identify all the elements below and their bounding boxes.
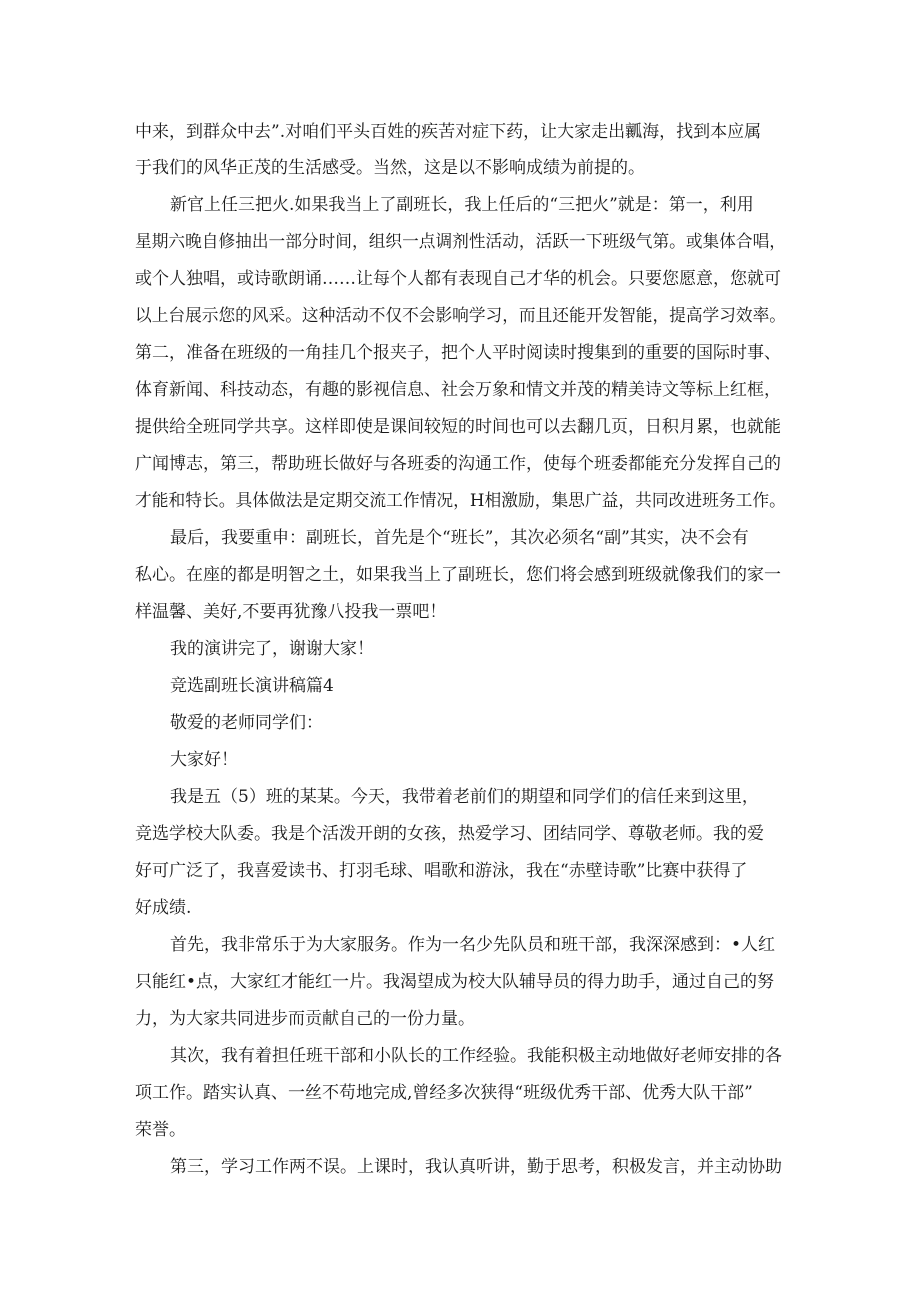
text-line: 大家好！ xyxy=(170,750,238,770)
text-line: 中来，到群众中去”.对咱们平头百姓的疾苦对症下药，让大家走出瓤海，找到本应属 xyxy=(135,122,762,142)
text-line: 或个人独唱，或诗歌朗诵……让每个人都有表现自己才华的机会。只要您愿意，您就可 xyxy=(135,269,781,289)
text-line: 好可广泛了，我喜爱读书、打羽毛球、唱歌和游泳，我在“赤壁诗歌”比赛中获得了 xyxy=(135,861,748,881)
section-heading: 竞选副班长演讲稿篇4 xyxy=(170,676,334,696)
text-line: 荣誉。 xyxy=(135,1120,186,1140)
text-line: 我是五（5）班的某某。今天，我带着老前们的期望和同学们的信任来到这里， xyxy=(170,787,759,807)
text-line: 私心。在座的都是明智之土，如果我当上了副班长，您们将会感到班级就像我们的家一 xyxy=(135,565,781,585)
text-line: 星期六晚自修抽出一部分时间，组织一点调剂性活动，活跃一下班级气第。或集体合唱， xyxy=(135,232,786,252)
text-line: 才能和特长。具体做法是定期交流工作情况，H相激励，集思广益，共同改进班务工作。 xyxy=(135,491,786,511)
text-line: 广闻博志，第三，帮助班长做好与各班委的沟通工作，使每个班委都能充分发挥自己的 xyxy=(135,454,781,474)
text-line: 第三，学习工作两不误。上课时，我认真听讲，勤于思考，积极发言，并主动协助 xyxy=(170,1157,782,1177)
text-line: 首先，我非常乐于为大家服务。作为一名少先队员和班干部，我深深感到：•人红 xyxy=(170,935,776,955)
text-line: 项工作。踏实认真、一丝不苟地完成,曾经多次狭得“班级优秀干部、优秀大队干部” xyxy=(135,1083,753,1103)
text-line: 敬爱的老师同学们： xyxy=(170,713,323,733)
text-line: 第二，准备在班级的一角挂几个报夹子，把个人平时阅读时搜集到的重要的国际时事、 xyxy=(135,343,781,363)
text-line: 新官上任三把火.如果我当上了副班长，我上任后的“三把火”就是：第一，利用 xyxy=(170,195,754,215)
text-line: 其次，我有着担任班干部和小队长的工作经验。我能积极主动地做好老师安排的各 xyxy=(170,1046,782,1066)
text-line: 于我们的风华正茂的生活感受。当然，这是以不影响成绩为前提的。 xyxy=(135,158,645,178)
text-line: 竞选学校大队委。我是个活泼开朗的女孩，热爱学习、团结同学、尊敬老师。我的爱 xyxy=(135,824,764,844)
text-line: 力，为大家共同进步而贡献自己的一份力量。 xyxy=(135,1009,475,1029)
text-line: 最后，我要重申：副班长，首先是个“班长”，其次必须名“副”其实，决不会有 xyxy=(170,528,749,548)
text-line: 好成绩. xyxy=(135,898,192,918)
text-line: 提供给全班同学共享。这样即使是课间较短的时间也可以去翻几页，日积月累，也就能 xyxy=(135,417,781,437)
text-line: 样温馨、美好,不要再犹豫八投我一票吧！ xyxy=(135,602,447,622)
text-line: 只能红•点，大家红才能红一片。我渴望成为校大队辅导员的得力助手，通过自己的努 xyxy=(135,972,775,992)
text-line: 我的演讲完了，谢谢大家！ xyxy=(170,639,374,659)
text-line: 以上台展示您的风采。这种活动不仅不会影响学习，而且还能开发智能，提高学习效率。 xyxy=(135,306,786,326)
text-line: 体育新闻、科技动态，有趣的影视信息、社会万象和情文并茂的精美诗文等标上红框， xyxy=(135,380,781,400)
